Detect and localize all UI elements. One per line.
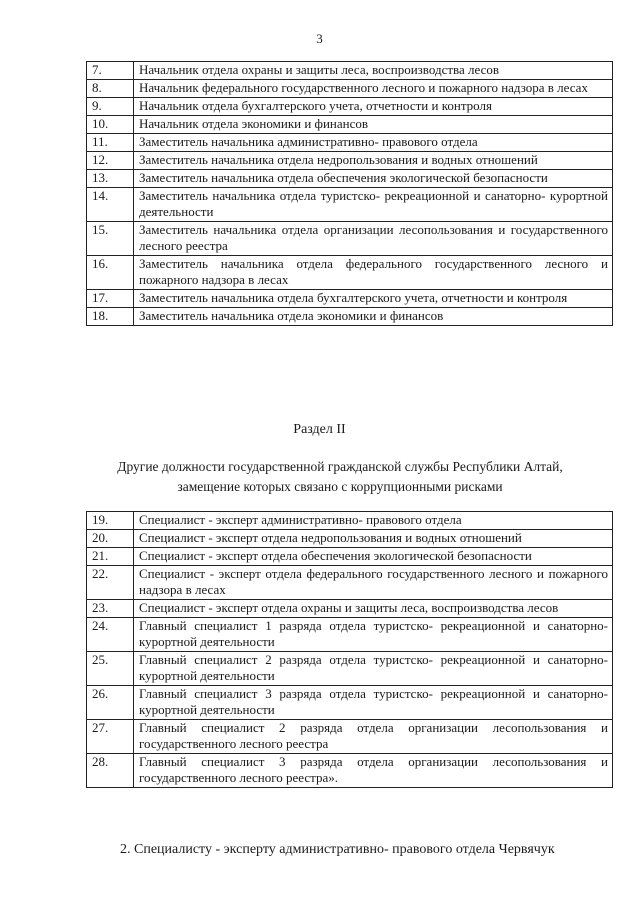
bottom-paragraph: 2. Специалисту - эксперту административно- правового отдела Червячук — [120, 842, 555, 857]
table-row — [87, 308, 613, 326]
position-title: Начальник отдела экономики и финансов — [134, 116, 613, 134]
position-title: Главный специалист 3 разряда отдела организации лесопользования и государственного лесного реестра». — [134, 754, 613, 788]
position-title: Начальник федерального государственного лесного и пожарного надзора в лесах — [134, 80, 613, 98]
table-row — [87, 222, 613, 256]
section-subtitle — [60, 457, 620, 497]
table-row — [87, 116, 613, 134]
row-number: 14. — [87, 188, 134, 222]
row-number: 17. — [87, 290, 134, 308]
positions-table-section-1 — [86, 61, 613, 326]
table-row — [87, 652, 613, 686]
table-row — [87, 256, 613, 290]
position-title: Начальник отдела бухгалтерского учета, отчетности и контроля — [134, 98, 613, 116]
row-number: 9. — [87, 98, 134, 116]
row-number: 21. — [87, 548, 134, 566]
table-row — [87, 720, 613, 754]
position-title: Главный специалист 1 разряда отдела туристско- рекреационной и санаторно- курортной деятельности — [134, 618, 613, 652]
table-row — [87, 530, 613, 548]
table-row — [87, 512, 613, 530]
section-title: Раздел II — [293, 422, 346, 437]
position-title: Заместитель начальника отдела организации лесопользования и государственного лесного реестра — [134, 222, 613, 256]
row-number: 15. — [87, 222, 134, 256]
row-number: 13. — [87, 170, 134, 188]
position-title: Заместитель начальника административно- правового отдела — [134, 134, 613, 152]
position-title: Специалист - эксперт отдела недропользования и водных отношений — [134, 530, 613, 548]
position-title: Главный специалист 2 разряда отдела туристско- рекреационной и санаторно- курортной деятельности — [134, 652, 613, 686]
position-title: Специалист - эксперт административно- правового отдела — [134, 512, 613, 530]
row-number: 25. — [87, 652, 134, 686]
table-row — [87, 98, 613, 116]
row-number: 23. — [87, 600, 134, 618]
table-row — [87, 686, 613, 720]
table-row — [87, 188, 613, 222]
table-row — [87, 62, 613, 80]
position-title: Заместитель начальника отдела федерального государственного лесного и пожарного надзора в лесах — [134, 256, 613, 290]
table-row — [87, 152, 613, 170]
row-number: 20. — [87, 530, 134, 548]
table-row — [87, 754, 613, 788]
row-number: 8. — [87, 80, 134, 98]
row-number: 16. — [87, 256, 134, 290]
position-title: Главный специалист 3 разряда отдела туристско- рекреационной и санаторно- курортной деятельности — [134, 686, 613, 720]
position-title: Заместитель начальника отдела бухгалтерского учета, отчетности и контроля — [134, 290, 613, 308]
row-number: 22. — [87, 566, 134, 600]
position-title: Специалист - эксперт отдела охраны и защиты леса, воспроизводства лесов — [134, 600, 613, 618]
section-subtitle-line-1: Другие должности государственной гражданской службы Республики Алтай, — [117, 459, 563, 474]
row-number: 26. — [87, 686, 134, 720]
section-subtitle-line-2: замещение которых связано с коррупционными рисками — [177, 479, 503, 494]
table-row — [87, 600, 613, 618]
position-title: Специалист - эксперт отдела обеспечения экологической безопасности — [134, 548, 613, 566]
table-row — [87, 170, 613, 188]
position-title: Заместитель начальника отдела обеспечения экологической безопасности — [134, 170, 613, 188]
table-row — [87, 134, 613, 152]
row-number: 27. — [87, 720, 134, 754]
table-row — [87, 290, 613, 308]
position-title: Начальник отдела охраны и защиты леса, воспроизводства лесов — [134, 62, 613, 80]
row-number: 19. — [87, 512, 134, 530]
row-number: 24. — [87, 618, 134, 652]
position-title: Заместитель начальника отдела экономики и финансов — [134, 308, 613, 326]
row-number: 12. — [87, 152, 134, 170]
position-title: Главный специалист 2 разряда отдела организации лесопользования и государственного лесного реестра — [134, 720, 613, 754]
row-number: 18. — [87, 308, 134, 326]
row-number: 28. — [87, 754, 134, 788]
row-number: 7. — [87, 62, 134, 80]
row-number: 10. — [87, 116, 134, 134]
table-row — [87, 566, 613, 600]
position-title: Заместитель начальника отдела туристско- рекреационной и санаторно- курортной деятельности — [134, 188, 613, 222]
page-number: 3 — [316, 31, 323, 46]
position-title: Заместитель начальника отдела недропользования и водных отношений — [134, 152, 613, 170]
table-row — [87, 618, 613, 652]
position-title: Специалист - эксперт отдела федерального государственного лесного и пожарного надзора в лесах — [134, 566, 613, 600]
table-row — [87, 80, 613, 98]
table-row — [87, 548, 613, 566]
row-number: 11. — [87, 134, 134, 152]
positions-table-section-2 — [86, 511, 613, 788]
